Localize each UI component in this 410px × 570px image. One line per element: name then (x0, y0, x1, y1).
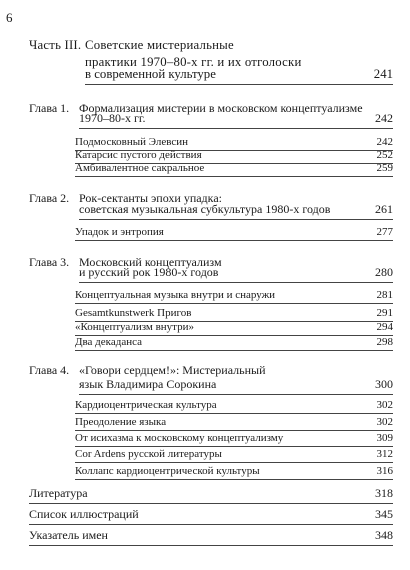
page-ref: 300 (375, 377, 393, 391)
section-title: Подмосковный Элевсин (75, 136, 189, 148)
chapter-title-line: советская музыкальная субкультура 1980-х годов (79, 202, 331, 216)
chapter-label: Глава 2. (29, 191, 70, 205)
page-ref: 280 (375, 265, 393, 279)
backmatter-entry (29, 507, 393, 525)
part-entry (85, 67, 393, 85)
chapter-title-line: «Говори сердцем!»: Мистериальный (79, 363, 266, 377)
page-ref: 242 (376, 136, 393, 148)
page-ref: 302 (376, 399, 393, 411)
page-ref: 316 (376, 465, 393, 477)
section-title: Коллапс кардиоцентрической культуры (75, 465, 260, 477)
section-entry (75, 445, 393, 463)
page-ref: 298 (376, 336, 393, 348)
backmatter-title: Литература (29, 486, 88, 500)
page-ref: 302 (376, 416, 393, 428)
part-title-line: практики 1970–80-х гг. и их отголоски (85, 55, 302, 69)
section-entry (75, 286, 393, 304)
section-entry (75, 223, 393, 241)
section-title: Cor Ardens русской литературы (75, 448, 222, 460)
page-ref: 291 (376, 307, 393, 319)
section-entry (75, 159, 393, 177)
page-ref: 348 (375, 528, 393, 542)
page-ref: 252 (376, 149, 393, 161)
section-title: Амбивалентное сакральное (75, 162, 205, 174)
section-title: От исихазма к московскому концептуализму (75, 432, 284, 444)
chapter-1-entry (79, 111, 393, 129)
section-title: «Концептуализм внутри» (75, 321, 195, 333)
section-title: Катарсис пустого действия (75, 149, 202, 161)
page-ref: 309 (376, 432, 393, 444)
chapter-4-entry (79, 377, 393, 395)
page-ref: 277 (376, 226, 393, 238)
part-title-line: в современной культуре (85, 67, 216, 81)
chapter-label: Глава 3. (29, 255, 70, 269)
chapter-title-line: Формализация мистерии в московском концептуализме (79, 101, 363, 115)
chapter-label: Глава 1. (29, 101, 70, 115)
page-ref: 294 (376, 321, 393, 333)
chapter-2-entry (79, 202, 393, 220)
part-label: Часть III. (29, 38, 82, 52)
page-ref: 312 (376, 448, 393, 460)
backmatter-title: Указатель имен (29, 528, 108, 542)
section-title: Кардиоцентрическая культура (75, 399, 217, 411)
part-title-line: Советские мистериальные (85, 38, 234, 52)
chapter-title-line: и русский рок 1980-х годов (79, 265, 219, 279)
section-entry (75, 462, 393, 480)
page-number: 6 (6, 10, 13, 25)
section-title: Два декаданса (75, 336, 142, 348)
section-title: Gesamtkunstwerk Пригов (75, 307, 192, 319)
backmatter-entry (29, 486, 393, 504)
section-title: Преодоление языка (75, 416, 167, 428)
section-title: Упадок и энтропия (75, 226, 164, 238)
page-ref: 318 (375, 486, 393, 500)
page-ref: 261 (375, 202, 393, 216)
page-ref: 242 (375, 111, 393, 125)
chapter-3-entry (79, 265, 393, 283)
page-ref: 259 (376, 162, 393, 174)
chapter-title-line: Московский концептуализм (79, 255, 222, 269)
page-ref: 281 (376, 289, 393, 301)
part-heading (29, 37, 393, 71)
backmatter-entry (29, 528, 393, 546)
section-title: Концептуальная музыка внутри и снаружи (75, 289, 276, 301)
chapter-label: Глава 4. (29, 363, 70, 377)
page-ref: 345 (375, 507, 393, 521)
chapter-title-line: язык Владимира Сорокина (79, 377, 217, 391)
section-entry (75, 396, 393, 414)
page-ref: 241 (373, 67, 393, 81)
chapter-title-line: Рок-сектанты эпохи упадка: (79, 191, 222, 205)
section-entry (75, 333, 393, 351)
chapter-title-line: 1970–80-х гг. (79, 111, 146, 125)
backmatter-title: Список иллюстраций (29, 507, 139, 521)
